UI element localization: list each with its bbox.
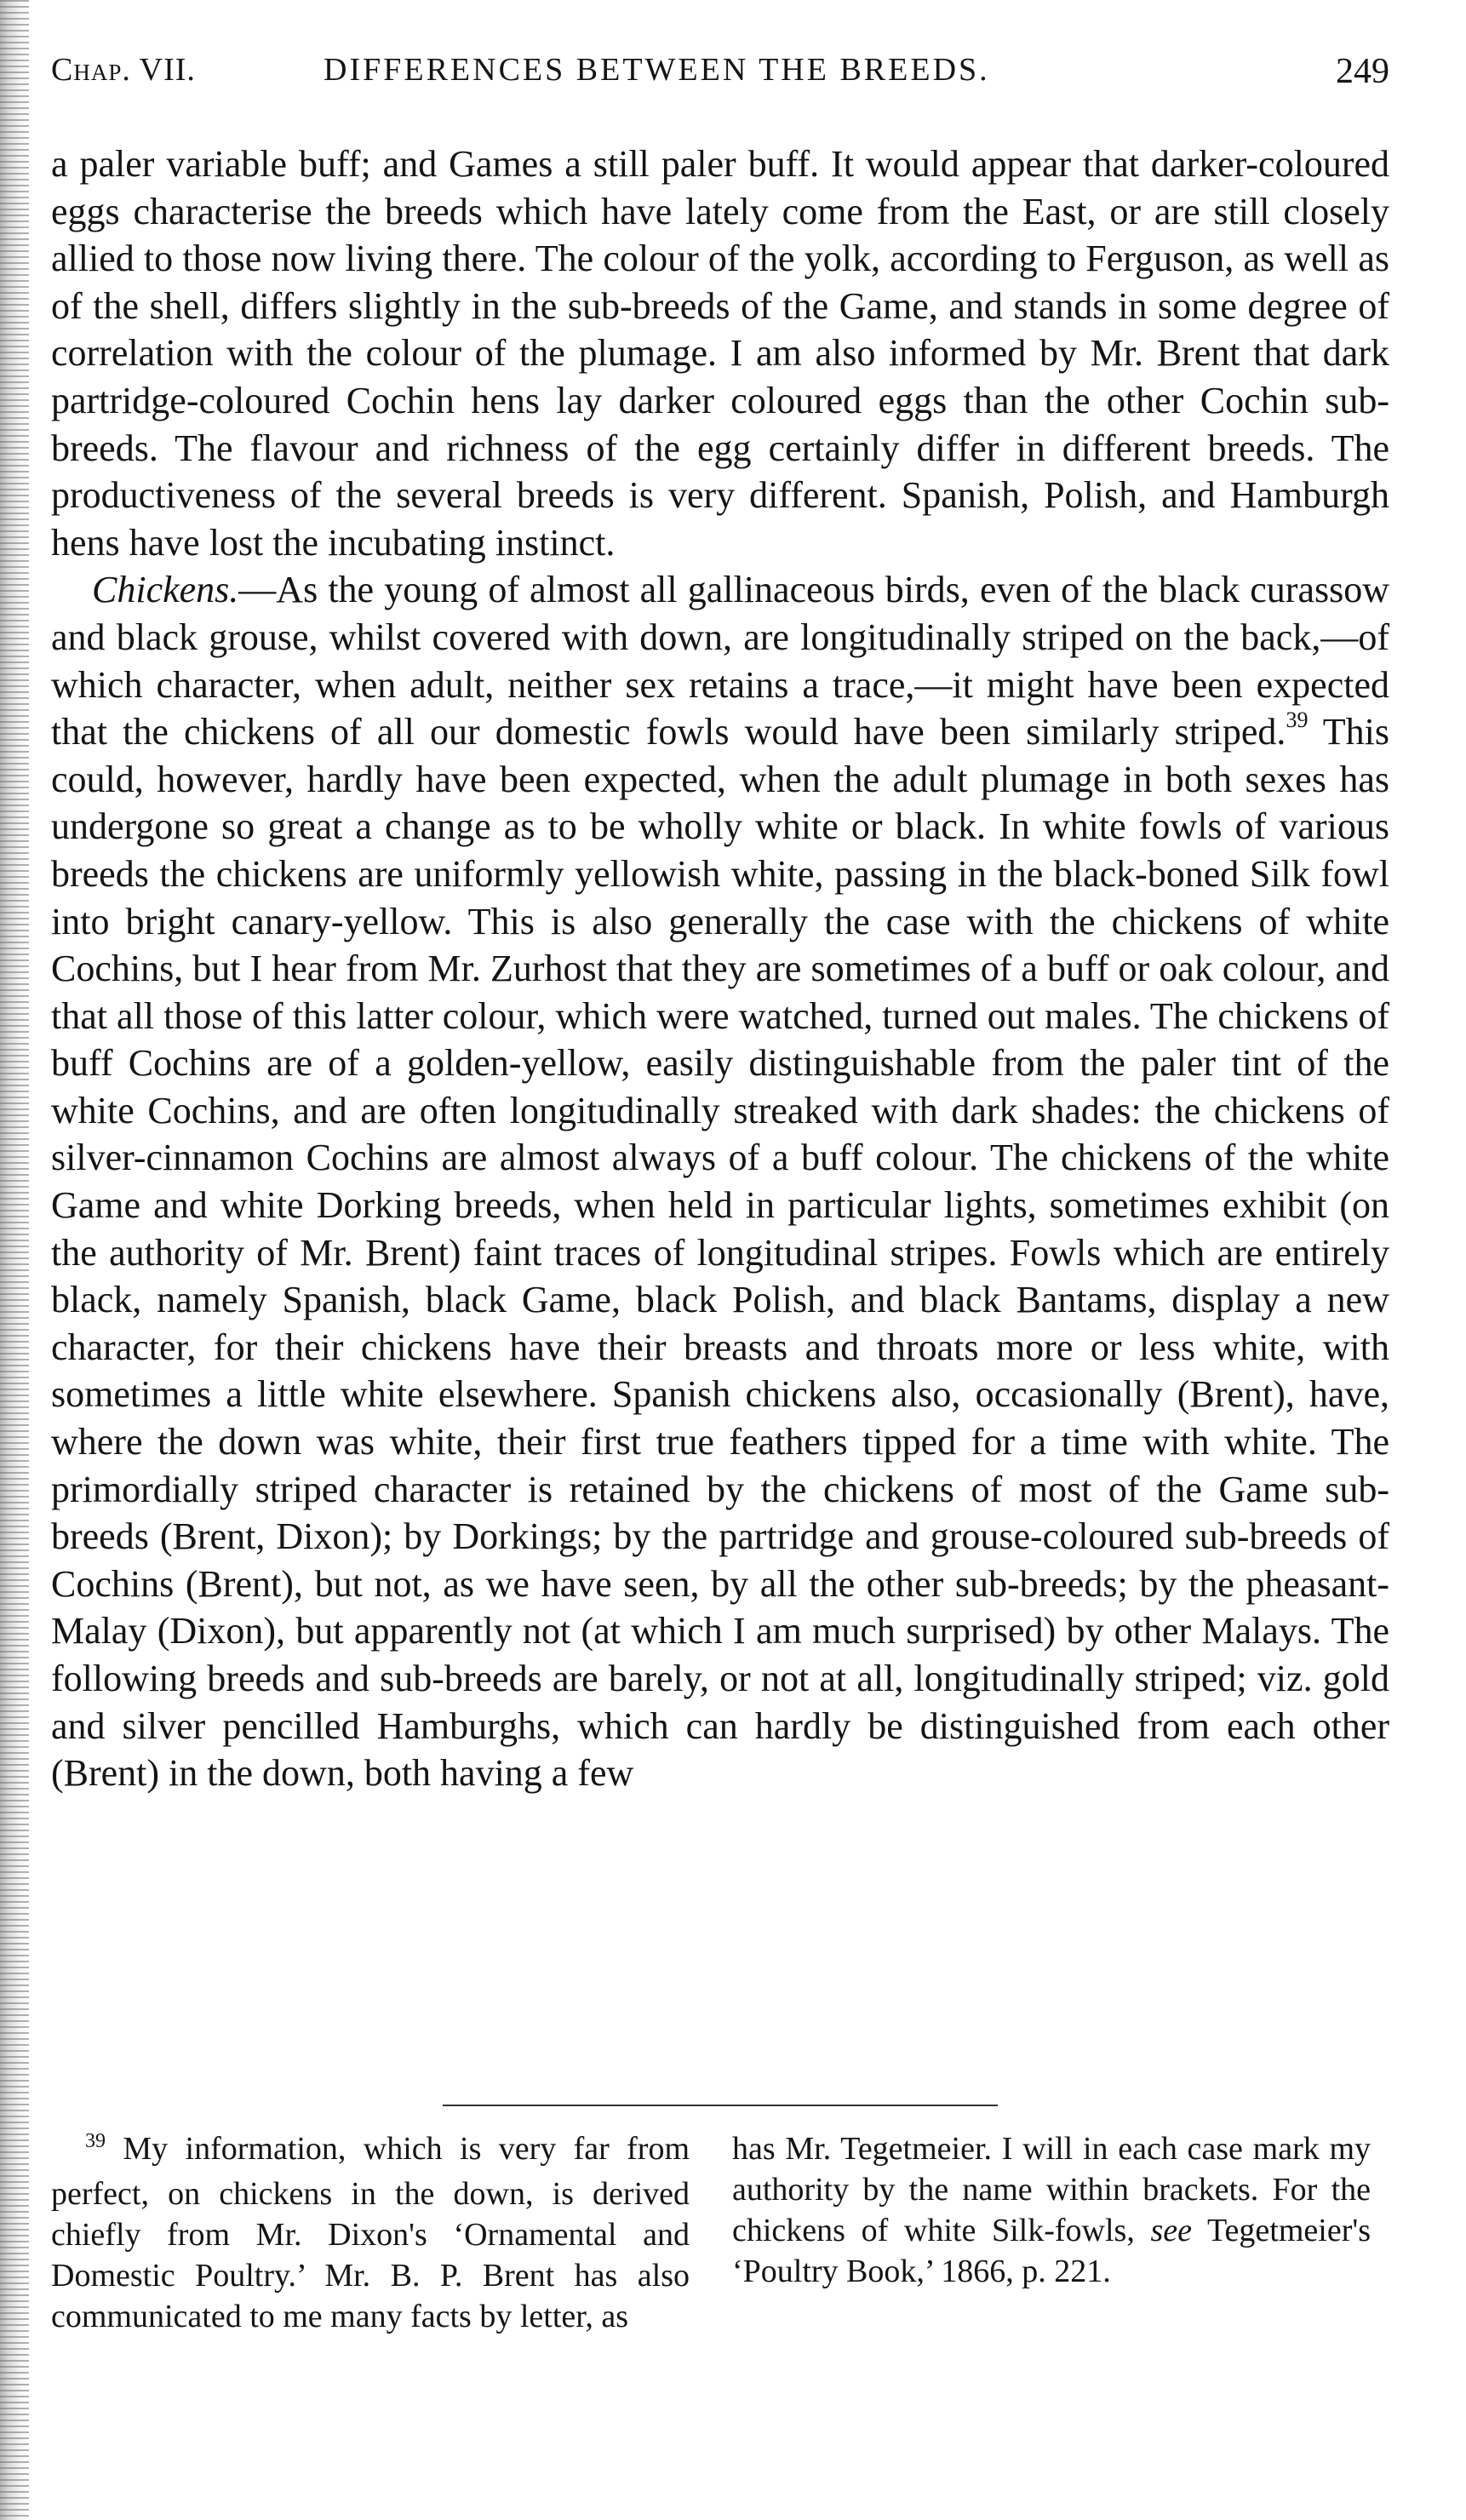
running-title: DIFFERENCES BETWEEN THE BREEDS.: [324, 52, 990, 88]
footnote-column-right: [732, 2128, 1371, 2292]
footnote-column-left: [51, 2128, 690, 2337]
paragraph-chickens: [51, 566, 1389, 1796]
book-spine-shadow: [0, 0, 29, 2520]
chapter-label: Chap. VII.: [51, 52, 196, 88]
footnotes: [51, 2128, 1389, 2452]
paragraph-eggs: a paler variable buff; and Games a still paler buff. It would appear that darker-coloured eggs characterise the breeds which have lately come from the East, or are still closely allied to those now living there. The colour of the yolk, according to Ferguson, as well as of the shell, differs slightly in the sub-breeds of the Game, and stands in some degree of correlation with the colour of the plumage. I am also informed by Mr. Brent that dark partridge-coloured Cochin hens lay darker coloured eggs than the other Cochin sub-breeds. The flavour and richness of the egg certainly differ in different breeds. The productiveness of the several breeds is very different. Spanish, Polish, and Hamburgh hens have lost the incubating instinct.: [51, 143, 1389, 564]
footnote-see: see: [1150, 2213, 1193, 2248]
paragraph-chickens-text-1: —As the young of almost all gallinaceous birds, even of the black curassow and black grouse, whilst covered with down, are longitudinally striped on the back,—of which character, when adult, neither sex retains a trace,—it might have been expected that the chickens of all our domestic fowls would have been similarly striped.: [51, 569, 1389, 753]
main-text: [51, 140, 1389, 1797]
paragraph-chickens-text-2: This could, however, hardly have been expected, when the adult plumage in both sexes has undergone so great a change as to be wholly white or black. In white fowls of various breeds the chickens are uniformly yellowish white, passing in the black-boned Silk fowl into bright canary-yellow. This is also generally the case with the chickens of white Cochins, but I hear from Mr. Zurhost that they are sometimes of a buff or oak colour, and that all those of this latter colour, which were watched, turned out males. The chickens of buff Cochins are of a golden-yellow, easily distinguishable from the paler tint of the white Cochins, and are often longitudinally streaked with dark shades: the chickens of silver-cinnamon Cochins are almost always of a buff colour. The chickens of the white Game and white Dorking breeds, when held in particular lights, sometimes exhibit (on the authority of Mr. Brent) faint traces of longitudinal stripes. Fowls which are entirely black, namely Spanish, black Game, black Polish, and black Bantams, display a new character, for their chickens have their breasts and throats more or less white, with sometimes a little white elsewhere. Spanish chickens also, occasionally (Brent), have, where the down was white, their first true feathers tipped for a time with white. The primordially striped character is retained by the chickens of most of the Game sub-breeds (Brent, Dixon); by Dorkings; by the partridge and grouse-coloured sub-breeds of Cochins (Brent), but not, as we have seen, by all the other sub-breeds; by the pheasant-Malay (Dixon), but apparently not (at which I am much surprised) by other Malays. The following breeds and sub-breeds are barely, or not at all, longitudinally striped; viz. gold and silver pencilled Hamburghs, which can hardly be distinguished from each other (Brent) in the down, both having a few: [51, 711, 1389, 1795]
footnote-text-right-1: has Mr. Tegetmeier. I will in each case mark my authority by the name within brackets. For the chickens of white Silk-fowls,: [732, 2131, 1371, 2248]
section-heading-chickens: Chickens.: [92, 569, 239, 611]
footnote-text-right-2: Tegetmeier's ‘Poultry Book,’ 1866, p. 221.: [732, 2213, 1371, 2289]
footnote-text-left: My information, which is very far from perfect, on chickens in the down, is derived chiefly from Mr. Dixon's ‘Ornamental and Domestic Poultry.’ Mr. B. P. Brent has also communicated to me many facts by letter, as: [51, 2131, 690, 2334]
footnote-reference[interactable]: 39: [1286, 707, 1309, 733]
footnote-39: [51, 2128, 690, 2337]
footnote-number: 39: [85, 2130, 106, 2152]
footnote-divider: [443, 2105, 998, 2106]
book-page: [51, 0, 1389, 2520]
page-number: 249: [1336, 52, 1389, 91]
running-header: [51, 51, 1389, 102]
